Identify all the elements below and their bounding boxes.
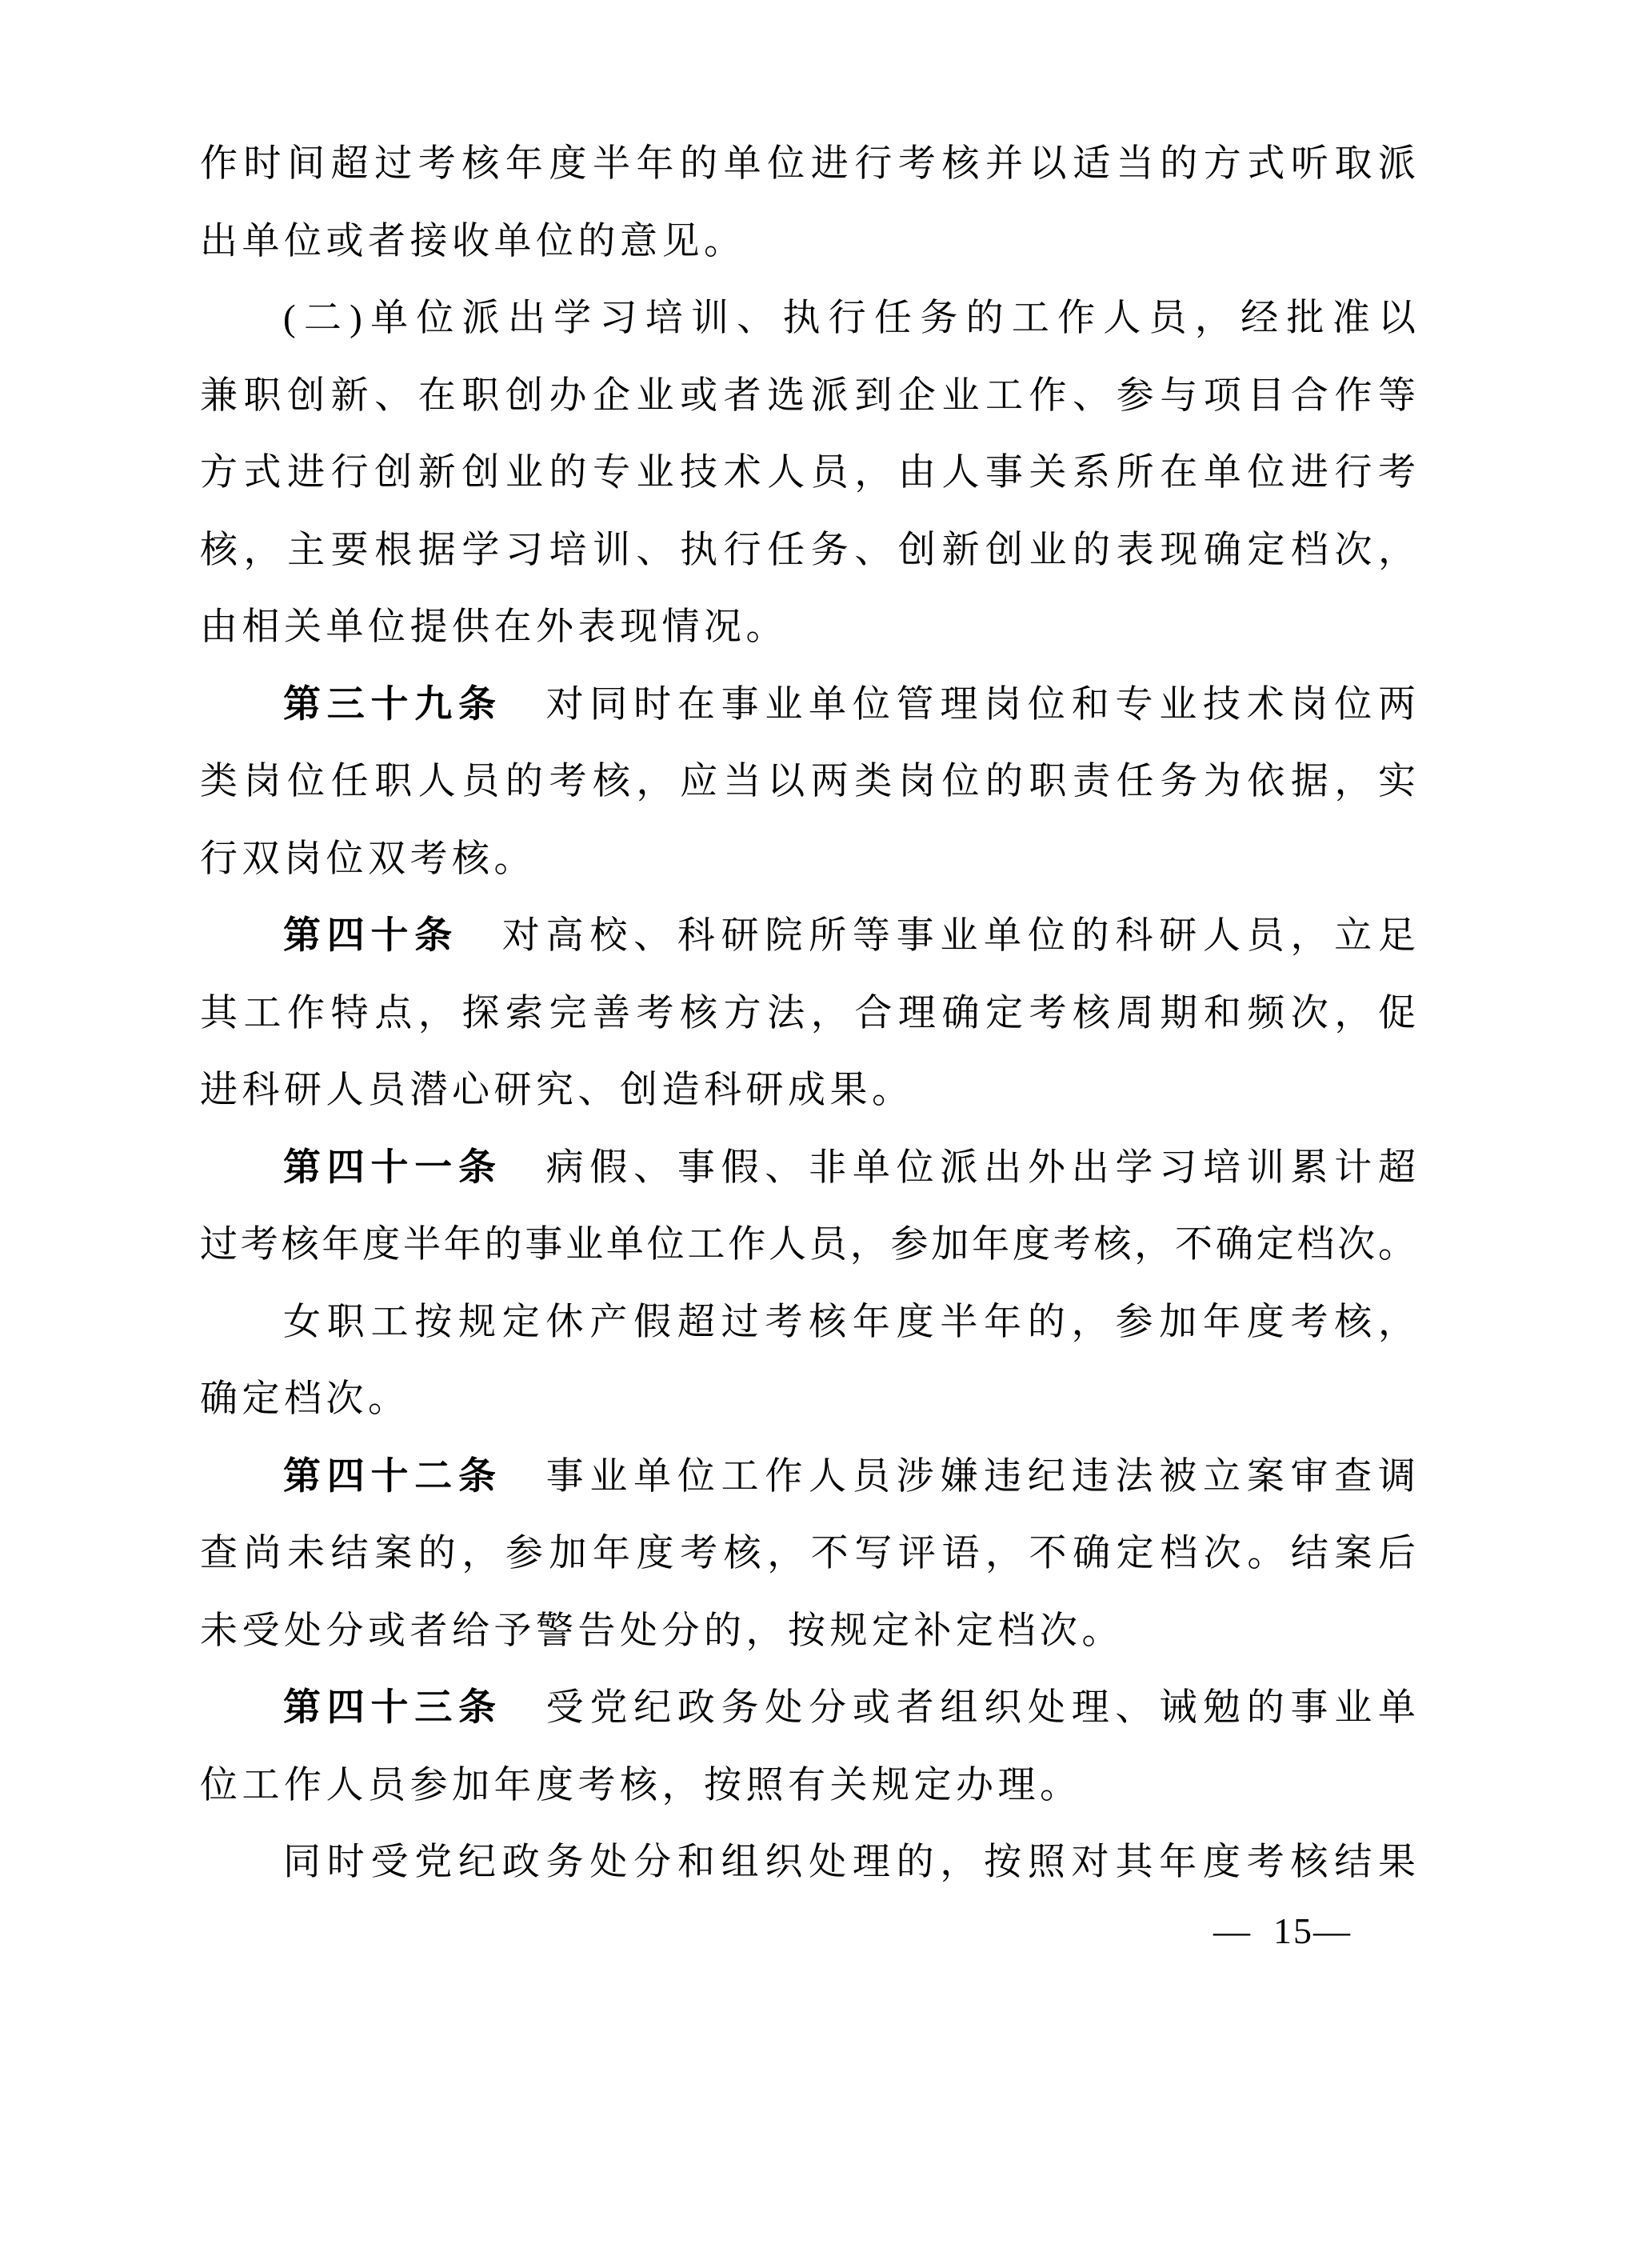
- text-line: [200, 1052, 1416, 1130]
- article-number: 第四十条: [283, 915, 459, 957]
- line-text: 由相关单位提供在外表现情况。: [200, 606, 788, 648]
- text-line: [200, 1206, 1416, 1284]
- text-line: [200, 1130, 1416, 1207]
- line-text: 进科研人员潜心研究、创造科研成果。: [200, 1070, 914, 1111]
- text-line: [200, 358, 1416, 435]
- line-text: 出单位或者接收单位的意见。: [200, 220, 746, 262]
- text-line: [200, 1593, 1416, 1670]
- line-text: (二)单位派出学习培训、执行任务的工作人员，经批准以: [283, 298, 1416, 339]
- line-text: 核，主要根据学习培训、执行任务、创新创业的表现确定档次，: [200, 529, 1416, 571]
- text-line: [200, 203, 1416, 281]
- line-text: 方式进行创新创业的专业技术人员，由人事关系所在单位进行考: [200, 452, 1416, 494]
- line-text: 其工作特点，探索完善考核方法，合理确定考核周期和频次，促: [200, 992, 1416, 1034]
- line-text: 过考核年度半年的事业单位工作人员，参加年度考核，不确定档次。: [200, 1224, 1416, 1266]
- text-line: [200, 898, 1416, 975]
- line-text: 确定档次。: [200, 1378, 410, 1420]
- line-text: 行双岗位双考核。: [200, 838, 536, 880]
- text-line: [200, 280, 1416, 358]
- line-text: 对同时在事业单位管理岗位和专业技术岗位两: [501, 683, 1416, 726]
- line-text: 类岗位任职人员的考核，应当以两类岗位的职责任务为依据，实: [200, 761, 1416, 802]
- article-number: 第四十三条: [283, 1687, 502, 1729]
- text-line: [200, 589, 1416, 666]
- text-line: [200, 1438, 1416, 1516]
- text-line: [200, 1747, 1416, 1825]
- text-line: [200, 975, 1416, 1053]
- line-text: 同时受党纪政务处分和组织处理的，按照对其年度考核结果: [283, 1842, 1416, 1883]
- article-number: 第四十一条: [283, 1146, 502, 1189]
- line-text: 事业单位工作人员涉嫌违纪违法被立案审查调: [501, 1455, 1416, 1498]
- text-line: [200, 434, 1416, 512]
- page-number: — 15—: [1213, 1910, 1352, 1951]
- line-text: 未受处分或者给予警告处分的，按规定补定档次。: [200, 1610, 1124, 1652]
- text-line: [200, 1361, 1416, 1438]
- line-text: 作时间超过考核年度半年的单位进行考核并以适当的方式听取派: [200, 143, 1416, 185]
- line-text: 病假、事假、非单位派出外出学习培训累计超: [501, 1146, 1416, 1189]
- line-text: 位工作人员参加年度考核，按照有关规定办理。: [200, 1764, 1082, 1806]
- line-text: 对高校、科研院所等事业单位的科研人员，立足: [458, 915, 1416, 957]
- text-line: [200, 512, 1416, 590]
- text-line: [200, 1515, 1416, 1593]
- text-line: [200, 1824, 1416, 1902]
- text-block: [200, 126, 1416, 1902]
- article-number: 第三十九条: [283, 683, 502, 726]
- text-line: [200, 126, 1416, 203]
- text-line: [200, 1670, 1416, 1747]
- line-text: 女职工按规定休产假超过考核年度半年的，参加年度考核，: [283, 1301, 1416, 1343]
- text-line: [200, 821, 1416, 898]
- article-number: 第四十二条: [283, 1455, 502, 1498]
- line-text: 受党纪政务处分或者组织处理、诫勉的事业单: [501, 1687, 1416, 1729]
- line-text: 查尚未结案的，参加年度考核，不写评语，不确定档次。结案后: [200, 1533, 1416, 1574]
- line-text: 兼职创新、在职创办企业或者选派到企业工作、参与项目合作等: [200, 374, 1416, 417]
- text-line: [200, 1284, 1416, 1362]
- text-line: [200, 743, 1416, 821]
- text-line: [200, 666, 1416, 744]
